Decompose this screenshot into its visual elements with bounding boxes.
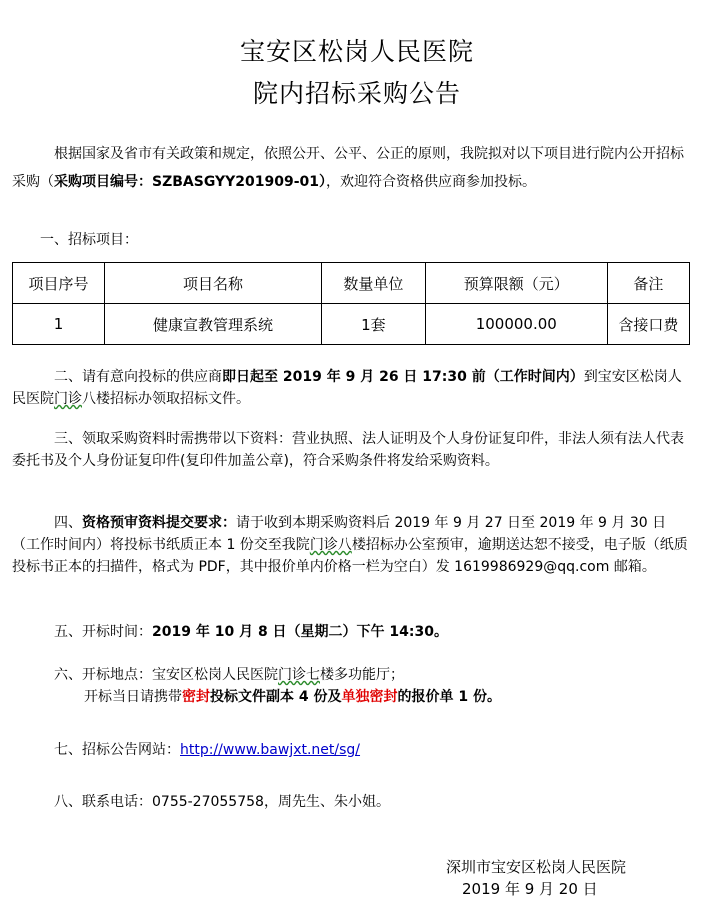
section-6-line-2 bbox=[84, 686, 694, 708]
table-header-row bbox=[13, 263, 690, 304]
section-6-line-1 bbox=[54, 664, 694, 686]
project-number: 采购项目编号：SZBASGYY201909-01） bbox=[54, 174, 327, 190]
section-4-wavy: 门诊八 bbox=[309, 537, 352, 553]
table-header-cell: 项目序号 bbox=[13, 263, 105, 304]
section-4-text-end: 楼招标办公室预审，逾期送达恕不接受，电子版（纸质投标书正本的扫描件，格式为 PDF，其中报价单内价格一栏为空白）发 1619986929@qq.com 邮箱。 bbox=[12, 537, 688, 575]
section-7-prefix: 七、招标公告网站： bbox=[54, 742, 180, 758]
section-2-paragraph bbox=[12, 366, 692, 410]
table-cell: 100000.00 bbox=[425, 304, 607, 345]
table-row bbox=[13, 304, 690, 345]
section-4-prefix: 四、 bbox=[54, 515, 82, 531]
section-1-heading: 一、招标项目： bbox=[40, 232, 138, 248]
section-4-heading: 资格预审资料提交要求： bbox=[82, 515, 236, 531]
table-header-cell: 预算限额（元） bbox=[425, 263, 607, 304]
section-3-paragraph: 三、领取采购资料时需携带以下资料：营业执照、法人证明及个人身份证复印件，非法人须有法人代表委托书及个人身份证复印件(复印件加盖公章)，符合采购条件将发给采购资料。 bbox=[12, 431, 684, 469]
table-header-cell: 数量单位 bbox=[321, 263, 425, 304]
section-2-suffix: 八楼招标办领取招标文件。 bbox=[82, 391, 250, 407]
section-6-prefix: 六、开标地点：宝安区松岗人民医院 bbox=[54, 667, 278, 683]
section-6-text-c: 的报价单 1 份。 bbox=[397, 689, 501, 705]
section-6-red-2: 单独密封 bbox=[341, 689, 398, 705]
section-5-prefix: 五、开标时间： bbox=[54, 624, 152, 640]
bid-items-table bbox=[12, 262, 690, 345]
intro-paragraph bbox=[12, 140, 692, 196]
section-2-wavy: 门诊 bbox=[54, 391, 82, 407]
document-subtitle: 院内招标采购公告 bbox=[252, 79, 461, 108]
opening-time: 2019 年 10 月 8 日（星期二）下午 14:30。 bbox=[152, 624, 448, 640]
table-cell: 含接口费 bbox=[607, 304, 689, 345]
table-cell: 1套 bbox=[321, 304, 425, 345]
section-2-deadline: 即日起至 2019 年 9 月 26 日 17:30 前（工作时间内） bbox=[222, 369, 584, 385]
document-title: 宝安区松岗人民医院 bbox=[239, 37, 474, 66]
section-4-paragraph bbox=[12, 512, 692, 578]
table-header-cell: 备注 bbox=[607, 263, 689, 304]
section-6-text-b: 投标文件副本 4 份及 bbox=[210, 689, 342, 705]
section-5-paragraph bbox=[54, 618, 694, 646]
section-6-red-1: 密封 bbox=[182, 689, 210, 705]
intro-text-end: ，欢迎符合资格供应商参加投标。 bbox=[326, 174, 537, 190]
table-header-cell: 项目名称 bbox=[105, 263, 322, 304]
section-7-paragraph bbox=[54, 736, 694, 764]
signature-org: 深圳市宝安区松岗人民医院 bbox=[446, 858, 627, 876]
section-6-suffix: 楼多功能厅； bbox=[320, 667, 404, 683]
announcement-website-link[interactable]: http://www.bawjxt.net/sg/ bbox=[180, 742, 361, 758]
section-4-text: 请于收到本期采购资料后 2019 年 9 月 27 日至 2019 年 9 月 30 日（工作时间内）将投标书纸质正本 1 份交至我院 bbox=[12, 515, 667, 553]
section-2-prefix: 二、请有意向投标的供应商 bbox=[54, 369, 222, 385]
table-cell: 健康宣教管理系统 bbox=[105, 304, 322, 345]
signature-date: 2019 年 9 月 20 日 bbox=[462, 880, 598, 898]
section-6-text-a: 开标当日请携带 bbox=[84, 689, 182, 705]
intro-text: 根据国家及省市有关政策和规定，依照公开、公平、公正的原则，我院拟对以下项目进行院内公开招标采购（ bbox=[12, 146, 684, 190]
section-6-wavy: 门诊七 bbox=[278, 667, 320, 683]
section-8-paragraph: 八、联系电话：0755-27055758，周先生、朱小姐。 bbox=[54, 794, 390, 810]
table-cell: 1 bbox=[13, 304, 105, 345]
section-2-mid: 到宝安区松岗人民医院 bbox=[12, 369, 682, 407]
